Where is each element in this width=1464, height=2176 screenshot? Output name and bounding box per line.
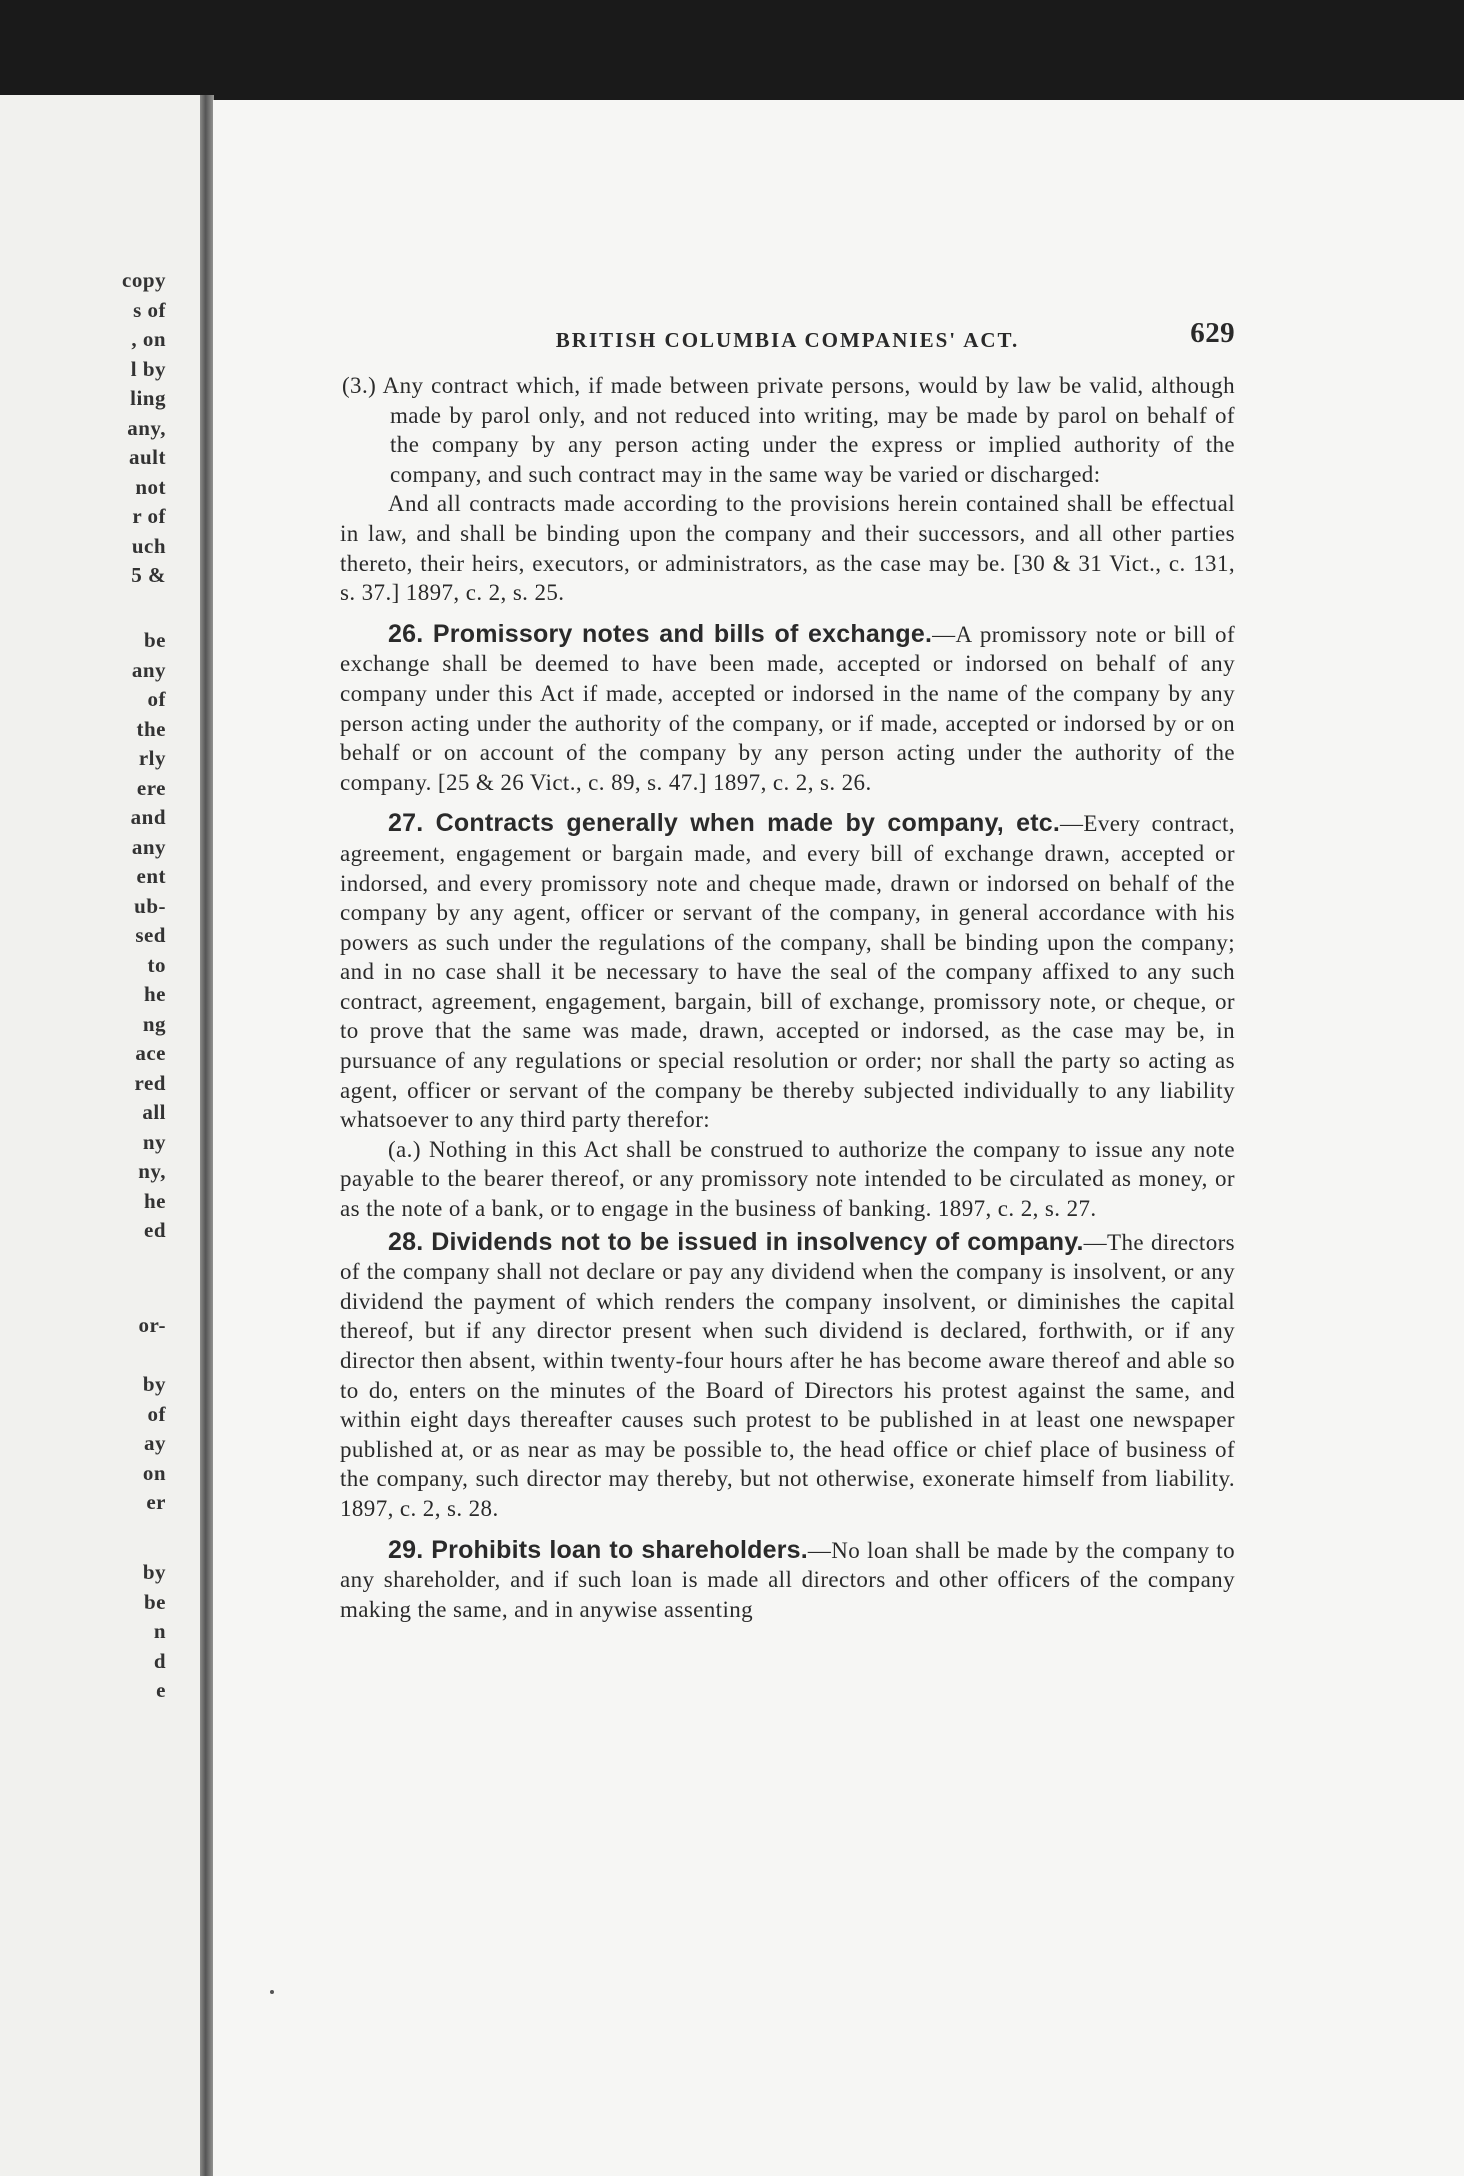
facing-page-fragment: n [153,1619,166,1643]
book-gutter [200,95,214,2176]
section-27 [340,809,1235,1135]
contracts-effect-paragraph: And all contracts made according to the provisions herein contained shall be effectual in law, and shall be binding upon the company and their successors, and all other parties thereto, their heirs, executors, or administrators, as the case may be. [30 & 31 Vict., c. 131, s. 37.] 1897, c. 2, s. 25. [340,491,1235,606]
facing-page-fragment: ed [144,1218,166,1242]
section-27-heading: 27. Contracts generally when made by company, etc. [388,809,1060,838]
facing-page-edge [0,95,205,2176]
section-27-body: —Every contract, agreement, engagement or bargain made, and every bill of exchange drawn, accepted or indorsed, and every promissory note and cheque made, drawn or indorsed on behalf of the company by any agent, officer or servant of the company, in general accordance with his powers as such under the regulations of the company, shall be binding upon the company; and in no case shall it be necessary to have the seal of the company affixed to any such contract, agreement, engagement, bargain, bill of exchange, promissory note, or cheque, or to prove that the same was made, drawn, accepted or indorsed, as the case may be, in pursuance of any regulations or special resolution or order; nor shall the party so acting as agent, officer or servant of the company be thereby subjected individually to any liability whatsoever to any third party therefor: [340,811,1235,1133]
facing-page-fragment: the [136,716,166,741]
page-header [340,317,1235,371]
facing-page-fragment: all [142,1100,166,1124]
section-28-body: —The directors of the company shall not declare or pay any dividend when the company is insolvent, or any dividend the payment of which renders the company insolvent, or diminishes the capital thereof, but if any director present when such dividend is declared, forthwith, or if any director then absent, within twenty-four hours after he has become aware thereof and able so to do, enters on the minutes of the Board of Directors his protest against the same, and within eight days thereafter causes such protest to be published in at least one newspaper published at, or as near as may be possible to, the head office or chief place of business of the company, such director may thereby, but not otherwise, exonerate himself from liability. 1897, c. 2, s. 28. [340,1229,1236,1521]
facing-page-fragment: ny [142,1129,166,1154]
facing-page-fragment: , on [131,327,166,351]
facing-page-fragment: e [156,1678,166,1702]
facing-page-fragment: ault [128,445,166,469]
facing-page-fragment: by [142,1560,166,1584]
page-text [340,317,1236,1624]
facing-page-fragment: of [147,1401,166,1426]
facing-page-fragment: ent [136,864,166,888]
facing-page-fragment: ace [135,1041,166,1065]
scan-dark-border [0,0,1464,110]
facing-page-fragment: d [153,1648,166,1673]
facing-page-fragment: er [146,1490,166,1514]
facing-page-fragment: copy [122,268,166,292]
facing-page-fragment: ling [130,386,166,410]
facing-page-fragment: or- [138,1313,166,1337]
facing-page-fragment: 5 & [131,563,166,587]
facing-page-fragment: on [142,1460,166,1485]
facing-page-fragment: sed [135,923,166,947]
facing-page-fragment: ay [144,1431,166,1455]
section-26-heading: 26. Promissory notes and bills of exchange. [388,619,933,648]
facing-page-fragment: any [131,834,166,859]
section-29-body: —No loan shall be made by the company to any shareholder, and if such loan is made all directors and other officers of the company making the same, and in anywise assenting [340,1537,1235,1622]
facing-page-fragment: be [144,628,166,652]
section-29-heading: 29. Prohibits loan to shareholders. [388,1535,808,1564]
facing-page-fragment: by [142,1372,166,1396]
facing-page-fragment: be [144,1589,166,1614]
running-head: BRITISH COLUMBIA COMPANIES' ACT. [555,328,1020,352]
facing-page-fragment: ub- [134,893,166,918]
section-26-body: —A promissory note or bill of exchange shall be deemed to have been made, accepted or indorsed on behalf of any company under this Act if made, accepted or indorsed in the name of the company by any person acting under the authority of the company, or if made, accepted or indorsed by or on behalf or on account of the company by any person acting under the authority of the company. [25 & 26 Vict., c. 89, s. 47.] 1897, c. 2, s. 26. [340,621,1235,795]
facing-page-fragment: ng [142,1011,166,1036]
facing-page-fragment: of [147,687,166,711]
section-26 [340,620,1235,798]
facing-page-fragment: red [134,1070,166,1095]
facing-page-fragment: rly [138,746,166,770]
facing-page-fragment: ere [136,775,166,800]
facing-page-fragment: ny, [138,1159,166,1183]
facing-page-fragment: any, [127,415,166,440]
facing-page-fragment: not [135,474,166,499]
section-28 [340,1228,1235,1524]
page-speck [270,1990,274,1994]
facing-page-fragment: l by [130,356,166,381]
section-29 [340,1536,1235,1625]
facing-page-fragment: to [147,952,166,977]
section-28-heading: 28. Dividends not to be issued in insolvency of company. [388,1227,1084,1256]
facing-page-fragment: r of [132,504,166,528]
facing-page-fragment: he [144,982,166,1006]
facing-page-fragment: s of [133,297,166,322]
section-27-subsection-a: (a.) Nothing in this Act shall be construed to authorize the company to issue any note payable to the bearer thereof, or any promissory note intended to be circulated as money, or as the note of a bank, or to engage in the business of banking. 1897, c. 2, s. 27. [340,1136,1235,1222]
facing-page-fragment: and [130,805,166,829]
page-number: 629 [1190,317,1235,349]
subsection-3: (3.) Any contract which, if made between private persons, would by law be valid, although made by parol only, and not reduced into writing, may be made by parol on behalf of the company by any person acting under the express or implied authority of the company, and such contract may in the same way be varied or discharged: [342,373,1235,487]
facing-page-fragment: he [144,1188,166,1213]
facing-page-fragment: uch [131,533,166,558]
facing-page-fragment: any [131,657,166,682]
